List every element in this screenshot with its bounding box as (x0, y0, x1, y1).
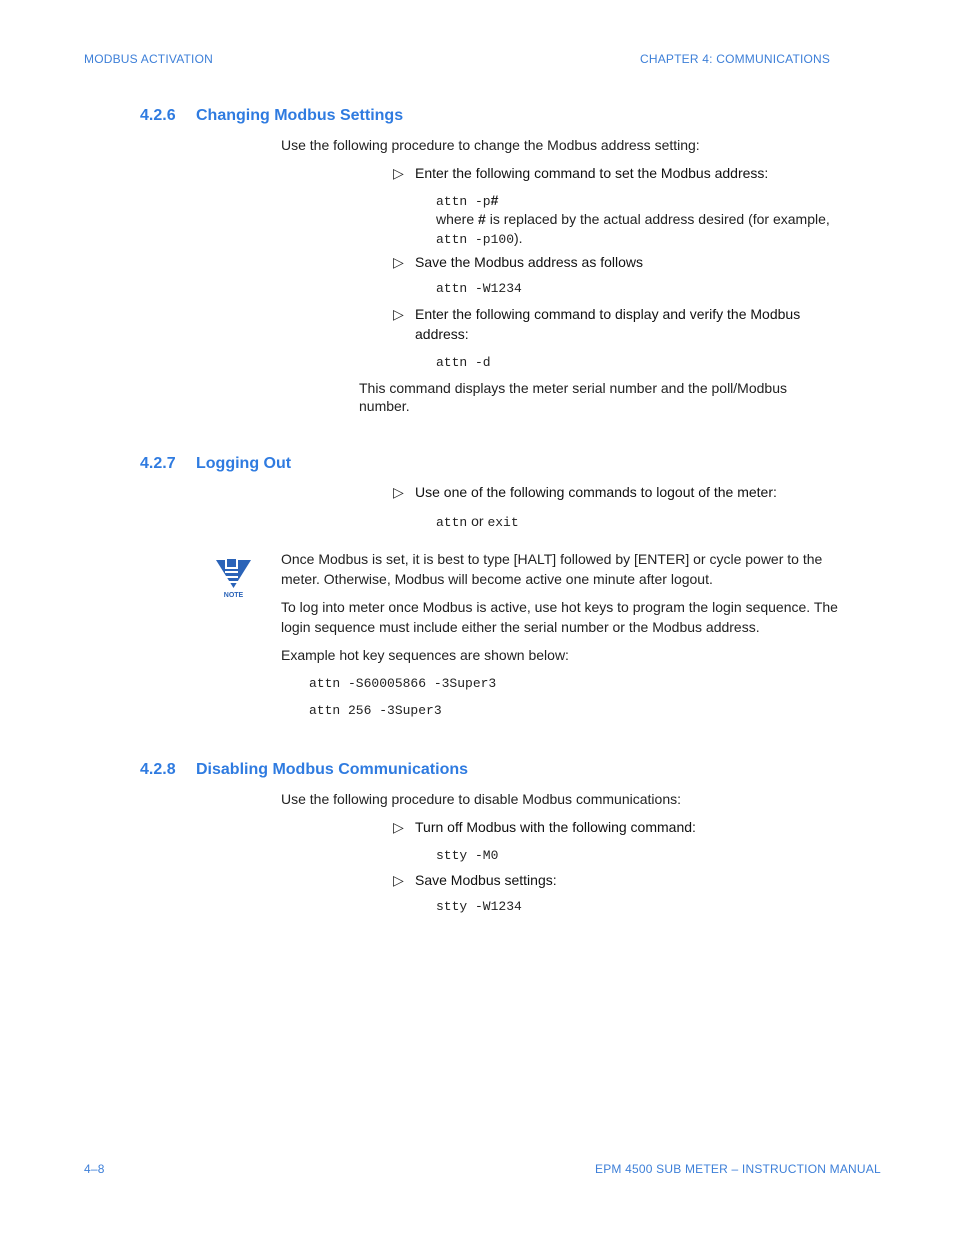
text: is replaced by the actual address desired (for example, (485, 211, 830, 227)
section-title: Logging Out (196, 455, 292, 472)
step-text: Save the Modbus address as follows (415, 254, 644, 270)
section-heading-4-2-8 (140, 761, 468, 779)
step-text: Turn off Modbus with the following command: (415, 819, 696, 835)
paragraph: To log into meter once Modbus is active, use hot keys to program the login sequence. The (281, 599, 838, 615)
paragraph: meter. Otherwise, Modbus will become active one minute after logout. (281, 571, 713, 587)
running-header-left: MODBUS ACTIVATION (84, 52, 213, 66)
step-text: Enter the following command to display and verify the Modbus (415, 306, 801, 322)
procedure-step (393, 482, 777, 502)
code: attn (436, 515, 468, 530)
section-heading-4-2-7 (140, 455, 291, 473)
procedure-step (393, 817, 696, 837)
step-marker-icon: ▷ (393, 306, 404, 322)
running-header-right: CHAPTER 4: COMMUNICATIONS (640, 52, 831, 66)
text: ). (514, 230, 523, 246)
code: attn -p (436, 194, 491, 209)
procedure-step (393, 870, 557, 890)
running-footer-title: EPM 4500 SUB METER – INSTRUCTION MANUAL (595, 1162, 881, 1176)
note-icon (214, 556, 254, 600)
paragraph: login sequence must include either the serial number or the Modbus address. (281, 619, 760, 635)
placeholder-symbol: # (478, 211, 486, 227)
step-marker-icon: ▷ (393, 484, 404, 500)
step-marker-icon: ▷ (393, 254, 404, 270)
text: where (436, 211, 479, 227)
paragraph: Once Modbus is set, it is best to type [HALT] followed by [ENTER] or cycle power to the (281, 551, 823, 567)
paragraph: This command displays the meter serial number and the poll/Modbus (359, 380, 787, 396)
section-title: Changing Modbus Settings (196, 107, 404, 124)
code: attn 256 -3Super3 (309, 703, 442, 718)
paragraph (436, 209, 830, 229)
procedure-step (393, 163, 768, 183)
placeholder-symbol: # (490, 192, 499, 208)
section-title: Disabling Modbus Communications (196, 761, 469, 778)
procedure-step (393, 304, 800, 324)
note-icon-label: NOTE (223, 592, 244, 599)
paragraph (436, 228, 523, 250)
paragraph: Use the following procedure to disable Modbus communications: (281, 791, 681, 807)
code: stty -W1234 (436, 899, 522, 914)
paragraph: Use the following procedure to change the Modbus address setting: (281, 137, 700, 153)
step-text: Save Modbus settings: (415, 872, 557, 888)
section-number: 4.2.6 (140, 107, 176, 124)
code: attn -d (436, 355, 491, 370)
section-number: 4.2.7 (140, 455, 176, 472)
paragraph: number. (359, 398, 410, 414)
page-number: 4–8 (84, 1162, 105, 1176)
step-marker-icon: ▷ (393, 819, 404, 835)
code: attn -S60005866 -3Super3 (309, 676, 497, 691)
step-text: Enter the following command to set the Modbus address: (415, 165, 769, 181)
step-marker-icon: ▷ (393, 872, 404, 888)
code: attn -p100 (436, 232, 515, 247)
code: stty -M0 (436, 848, 499, 863)
section-number: 4.2.8 (140, 761, 176, 778)
code: exit (487, 515, 519, 530)
text: or (467, 513, 488, 529)
section-heading-4-2-6 (140, 107, 403, 125)
step-text: Use one of the following commands to logout of the meter: (415, 484, 777, 500)
code: attn -W1234 (436, 281, 522, 296)
code-line (436, 511, 519, 531)
step-text: address: (415, 326, 469, 342)
step-marker-icon: ▷ (393, 165, 404, 181)
procedure-step (393, 252, 643, 272)
code-line (436, 192, 498, 209)
paragraph: Example hot key sequences are shown below: (281, 647, 569, 663)
